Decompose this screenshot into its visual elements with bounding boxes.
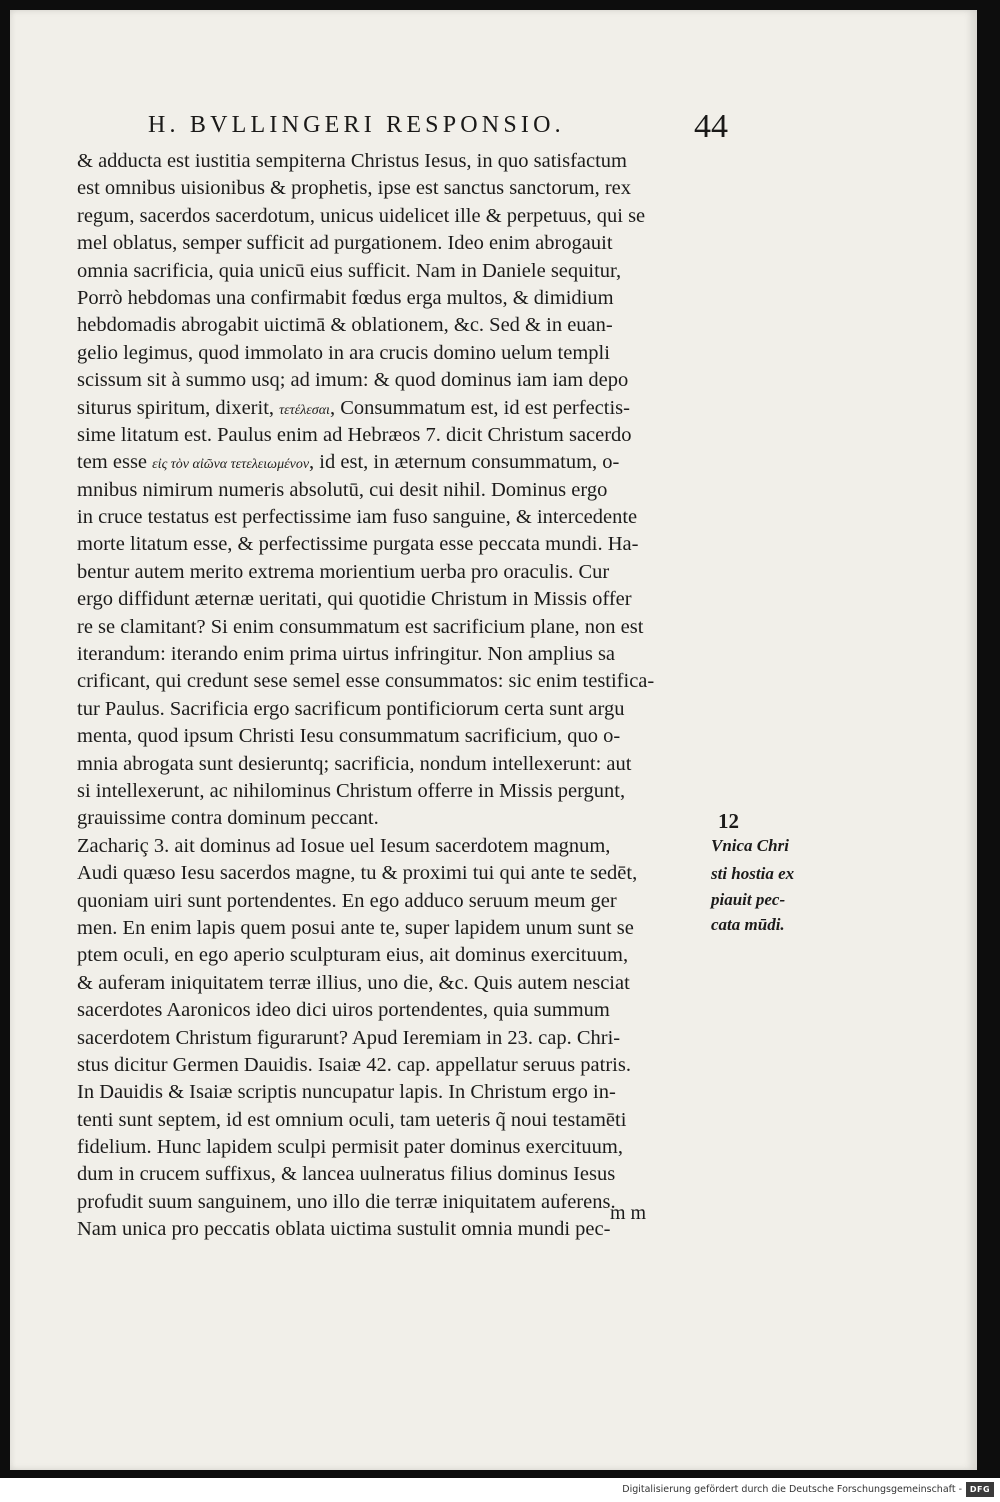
text-line	[77, 449, 797, 476]
marginal-note-line: Vnica Chri	[711, 836, 789, 855]
paragraph-2	[77, 833, 797, 1244]
text-segment: , Consummatum est, id est perfectis-	[329, 396, 630, 419]
text-line: mnia abrogata sunt desieruntq; sacrificia, nondum intellexerunt: aut	[77, 752, 632, 775]
page-header	[148, 108, 748, 148]
text-line: omnia sacrificia, quia unicū eius sufficit. Nam in Daniele sequitur,	[77, 259, 622, 282]
marginal-note-line: piauit pec-	[711, 890, 786, 909]
text-line: bentur autem merito extrema morientium uerba pro oraculis. Cur	[77, 560, 610, 583]
text-line: fidelium. Hunc lapidem sculpi permisit pater dominus exercituum,	[77, 1136, 623, 1159]
marginal-note-line: cata mūdi.	[711, 915, 785, 934]
digitization-credit: Digitalisierung gefördert durch die Deutsche Forschungsgemeinschaft -	[622, 1484, 962, 1495]
text-line: Zachariç 3. ait dominus ad Iosue uel Iesum sacerdotem magnum,	[77, 834, 611, 857]
text-segment: tem esse	[77, 451, 153, 474]
text-line: Porrò hebdomas una confirmabit fœdus erga multos, & dimidium	[77, 286, 614, 309]
text-line: re se clamitant? Si enim consummatum est sacrificium plane, non est	[77, 615, 644, 638]
text-line: tur Paulus. Sacrificia ergo sacrificum pontificiorum certa sunt argu	[77, 697, 625, 720]
text-line: regum, sacerdos sacerdotum, unicus uidelicet ille & perpetuus, qui se	[77, 204, 646, 227]
text-line: gelio legimus, quod immolato in ara crucis domino uelum templi	[77, 341, 610, 364]
text-line: tenti sunt septem, id est omnium oculi, tam ueteris q̃ noui testamēti	[77, 1108, 627, 1131]
text-line: si intellexerunt, ac nihilominus Christum offerre in Missis pergunt,	[77, 779, 626, 802]
text-line: In Dauidis & Isaiæ scriptis nuncupatur lapis. In Christum ergo in-	[77, 1081, 616, 1104]
text-line: sacerdotes Aaronicos ideo dici uiros portendentes, quia summum	[77, 999, 610, 1022]
text-line: mel oblatus, semper sufficit ad purgationem. Ideo enim abrogauit	[77, 232, 613, 255]
text-line: ergo diffidunt æternæ ueritati, qui quotidie Christum in Missis offer	[77, 588, 632, 611]
text-line: menta, quod ipsum Christi Iesu consummatum sacrificium, quo o-	[77, 725, 621, 748]
margin-section-number: 12	[718, 809, 739, 833]
text-line: scissum sit à summo usq; ad imum: & quod dominus iam iam depo	[77, 369, 629, 392]
text-line: & auferam iniquitatem terræ illius, uno die, &c. Quis autem nesciat	[77, 971, 630, 994]
text-line: Audi quæso Iesu sacerdos magne, tu & proximi tui qui ante te sedēt,	[77, 862, 638, 885]
main-text	[77, 148, 797, 1244]
text-line: quoniam uiri sunt portendentes. En ego adduco seruum meum ger	[77, 889, 617, 912]
text-line: in cruce testatus est perfectissime iam fuso sanguine, & intercedente	[77, 506, 638, 529]
text-line: est omnibus uisionibus & prophetis, ipse est sanctus sanctorum, rex	[77, 177, 632, 200]
text-line: iterandum: iterando enim prima uirtus infringitur. Non amplius sa	[77, 643, 616, 666]
paragraph-1	[77, 148, 797, 833]
text-segment: , id est, in æternum consummatum, o-	[309, 451, 620, 474]
catchword: m m	[610, 1202, 647, 1224]
text-line: sime litatum est. Paulus enim ad Hebræos 7. dicit Christum sacerdo	[77, 423, 632, 446]
running-head: H. BVLLINGERI RESPONSIO.	[148, 112, 565, 138]
text-line: dum in crucem suffixus, & lancea uulneratus filius dominus Iesus	[77, 1163, 616, 1186]
page-number: 44	[694, 108, 728, 145]
dfg-logo: DFG	[966, 1482, 994, 1497]
text-line: stus dicitur Germen Dauidis. Isaiæ 42. cap. appellatur seruus patris.	[77, 1053, 631, 1076]
text-line: grauissime contra dominum peccant.	[77, 807, 379, 830]
greek-phrase: τετέλεσαι	[279, 402, 330, 418]
text-line	[77, 395, 797, 422]
greek-phrase: εἰς τὸν αἰῶνα τετελειωμένον	[152, 457, 310, 473]
text-line: ptem oculi, en ego aperio sculpturam eius, ait dominus exercituum,	[77, 944, 629, 967]
text-segment: siturus spiritum, dixerit,	[77, 396, 280, 419]
text-line: mnibus nimirum numeris absolutū, cui desit nihil. Dominus ergo	[77, 478, 608, 501]
text-line: profudit suum sanguinem, uno illo die terræ iniquitatem auferens.	[77, 1190, 616, 1213]
text-line: hebdomadis abrogabit uictimā & oblationem, &c. Sed & in euan-	[77, 314, 613, 337]
marginal-note-line: sti hostia ex	[711, 864, 795, 883]
text-line: morte litatum esse, & perfectissime purgata esse peccata mundi. Ha-	[77, 533, 639, 556]
text-line: & adducta est iustitia sempiterna Christus Iesus, in quo satisfactum	[77, 150, 627, 172]
text-line: men. En enim lapis quem posui ante te, super lapidem unum sunt se	[77, 916, 634, 939]
text-line: Nam unica pro peccatis oblata uictima sustulit omnia mundi pec-	[77, 1218, 611, 1241]
text-line: sacerdotem Christum figurarunt? Apud Ieremiam in 23. cap. Chri-	[77, 1026, 621, 1049]
text-line: crificant, qui credunt sese semel esse consummatos: sic enim testifica-	[77, 670, 655, 693]
